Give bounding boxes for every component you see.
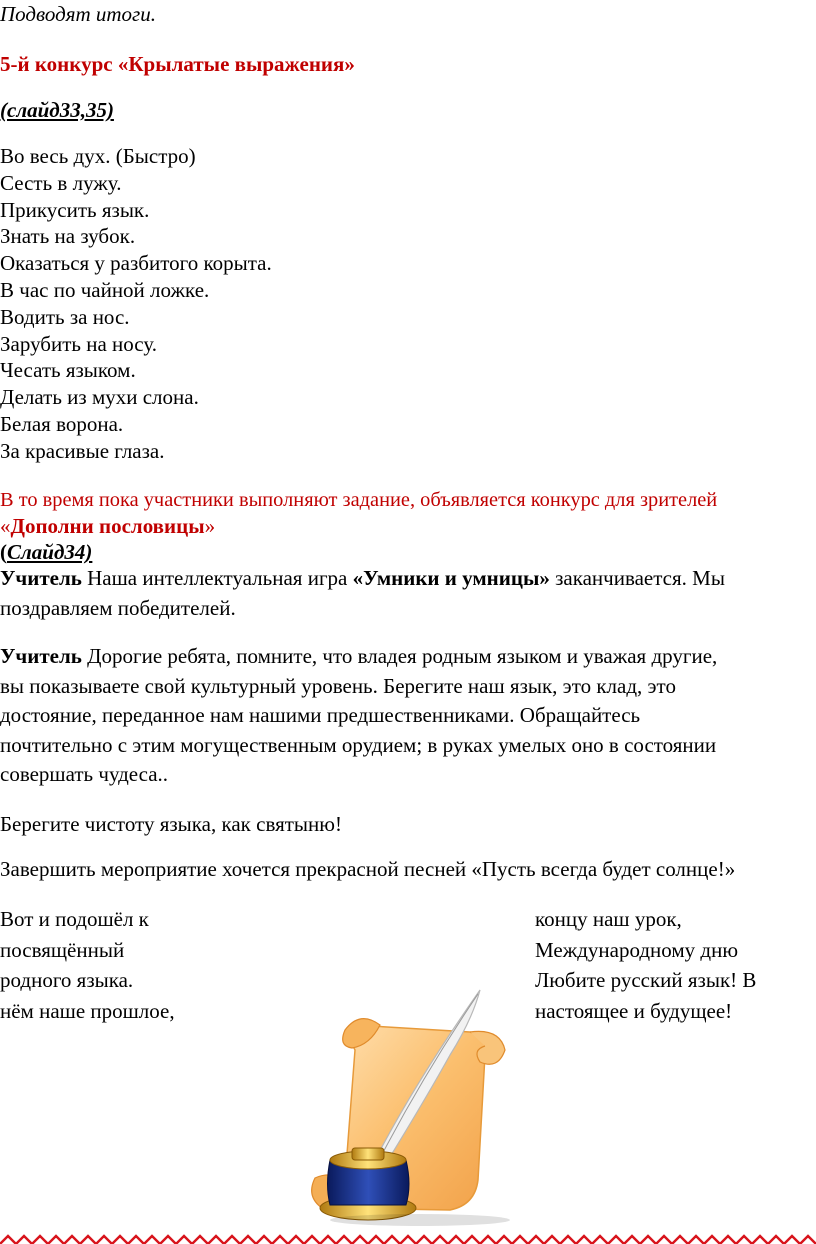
ornament-border bbox=[0, 1232, 816, 1244]
intro-line: Подводят итоги. bbox=[0, 2, 156, 26]
list-item: Сесть в лужу. bbox=[0, 170, 122, 195]
game-name: «Умники и умницы» bbox=[352, 566, 550, 590]
speaker-label: Учитель bbox=[0, 566, 82, 590]
teacher-paragraph-1: Учитель Наша интеллектуальная игра «Умники и умницы» заканчивается. Мы поздравляем победителей. bbox=[0, 566, 725, 620]
list-item: В час по чайной ложке. bbox=[0, 277, 210, 302]
list-item: Знать на зубок. bbox=[0, 224, 136, 249]
list-item: Белая ворона. bbox=[0, 411, 124, 436]
slide-reference: (слайд33,35) bbox=[0, 98, 114, 122]
list-item: За красивые глаза. bbox=[0, 438, 165, 463]
expressions-list bbox=[0, 143, 272, 465]
contest5-title: 5-й конкурс «Крылатые выражения» bbox=[0, 52, 355, 76]
speaker-label: Учитель bbox=[0, 644, 82, 668]
viewers-contest-intro: В то время пока участники выполняют задание, объявляется конкурс для зрителей bbox=[0, 489, 718, 511]
list-item: Делать из мухи слона. bbox=[0, 385, 199, 410]
purity-line: Берегите чистоту языка, как святыню! bbox=[0, 812, 342, 836]
list-item: Водить за нос. bbox=[0, 304, 130, 329]
viewers-contest: В то время пока участники выполняют задание, объявляется конкурс для зрителей «Дополни пословицы» (Слайд34) bbox=[0, 489, 718, 564]
finale-line: Завершить мероприятие хочется прекрасной песней «Пусть всегда будет солнце!» bbox=[0, 857, 736, 881]
scroll-quill-inkwell-icon bbox=[300, 970, 515, 1232]
viewers-contest-title: Дополни пословицы bbox=[10, 514, 205, 538]
poem-left-column: Вот и подошёл к посвящённый родного языка. нём наше прошлое, bbox=[0, 907, 175, 1023]
list-item: Чесать языком. bbox=[0, 358, 136, 383]
teacher-paragraph-2: Учитель Дорогие ребята, помните, что владея родным языком и уважая другие, вы показываете свой культурный уровень. Берегите наш язык, это клад, это достояние, переданное нам нашими предшественниками. Обращайтесь почтительно с этим могущественным орудием; в руках умелых оно в состоянии совершать чудеса.. bbox=[0, 644, 718, 787]
list-item: Прикусить язык. bbox=[0, 197, 150, 222]
list-item: Во весь дух. (Быстро) bbox=[0, 144, 196, 168]
list-item: Зарубить на носу. bbox=[0, 331, 157, 356]
list-item: Оказаться у разбитого корыта. bbox=[0, 251, 272, 276]
poem-right-column: концу наш урок, Международному дню Любите русский язык! В настоящее и будущее! bbox=[535, 907, 757, 1023]
slide-reference: Слайд34) bbox=[7, 540, 93, 564]
